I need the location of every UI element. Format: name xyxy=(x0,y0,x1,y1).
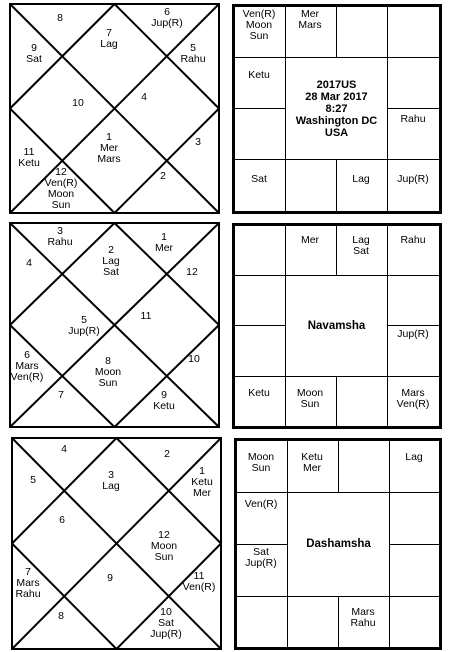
house-number: 2 xyxy=(108,244,114,256)
house-planets: Lag xyxy=(100,38,118,50)
house-number: 7 xyxy=(25,566,31,578)
chart-cell xyxy=(336,376,388,427)
chart-cell xyxy=(287,596,339,648)
house-number: 3 xyxy=(57,225,63,237)
house-planets: Mer xyxy=(154,242,174,254)
cell-planets: Mer xyxy=(300,234,320,246)
cell-planets: Lag xyxy=(405,451,423,463)
house-number: 12 xyxy=(186,266,198,278)
house-number: 2 xyxy=(164,448,170,460)
house-planets: Ketu xyxy=(153,400,175,412)
cell-planets: Lag Sat xyxy=(352,234,370,257)
house-number: 1 xyxy=(161,231,167,243)
chart-cell xyxy=(387,159,440,212)
chart-title: Dashamsha xyxy=(306,538,371,551)
chart-cell xyxy=(338,440,390,493)
chart-cell xyxy=(387,57,440,109)
house-number: 4 xyxy=(61,443,67,455)
house-planets: Mars Ven(R) xyxy=(10,360,44,383)
cell-planets: Moon Sun xyxy=(296,387,324,410)
chart-cell xyxy=(389,544,440,597)
house-number: 10 xyxy=(188,353,200,365)
house-number: 6 xyxy=(59,514,65,526)
chart-cell xyxy=(389,596,440,648)
cell-planets: Lag xyxy=(352,173,370,185)
house-planets: Ven(R) xyxy=(182,581,216,593)
house-number: 5 xyxy=(30,474,36,486)
chart-title: Navamsha xyxy=(307,319,366,332)
house-number: 8 xyxy=(57,12,63,24)
chart-cell xyxy=(285,159,337,212)
cell-planets: Rahu xyxy=(400,113,426,125)
chart-cell xyxy=(389,440,440,493)
house-number: 6 xyxy=(164,6,170,18)
chart-cell xyxy=(389,492,440,545)
house-planets: Ketu Mer xyxy=(191,476,213,499)
cell-planets: Mer Mars xyxy=(298,8,322,31)
house-planets: Ketu xyxy=(18,157,40,169)
house-number: 8 xyxy=(105,355,111,367)
south-chart-3 xyxy=(234,438,442,650)
house-planets: Lag Sat xyxy=(102,255,120,278)
house-planets: Lag xyxy=(102,480,120,492)
cell-planets: Jup(R) xyxy=(397,328,429,340)
house-number: 9 xyxy=(31,42,37,54)
house-planets: Ven(R) Moon Sun xyxy=(44,177,78,211)
south-chart-1 xyxy=(232,4,442,214)
chart-cell xyxy=(234,159,286,212)
house-number: 1 xyxy=(106,131,112,143)
house-number: 12 xyxy=(55,166,67,178)
cell-planets: Ven(R) Moon Sun xyxy=(242,8,276,42)
chart-cell xyxy=(336,6,388,58)
house-planets: Jup(R) xyxy=(151,17,183,29)
house-planets: Jup(R) xyxy=(68,325,100,337)
cell-planets: Ketu xyxy=(248,387,270,399)
cell-planets: Jup(R) xyxy=(397,173,429,185)
house-number: 9 xyxy=(107,572,113,584)
house-planets: Sat xyxy=(26,53,42,65)
house-number: 3 xyxy=(108,469,114,481)
cell-planets: Rahu xyxy=(400,234,426,246)
house-planets: Moon Sun xyxy=(94,366,122,389)
cell-planets: Sat xyxy=(251,173,267,185)
south-chart-2 xyxy=(232,223,442,429)
house-number: 7 xyxy=(58,389,64,401)
chart-cell xyxy=(236,596,288,648)
chart-cell xyxy=(387,225,440,276)
house-number: 10 xyxy=(160,606,172,618)
house-number: 5 xyxy=(81,314,87,326)
house-number: 10 xyxy=(72,97,84,109)
chart-cell xyxy=(285,225,337,276)
chart-cell xyxy=(387,275,440,326)
cell-planets: Ketu Mer xyxy=(301,451,323,474)
cell-planets: Mars Rahu xyxy=(350,606,376,629)
house-number: 11 xyxy=(193,570,205,582)
house-number: 7 xyxy=(106,27,112,39)
house-number: 6 xyxy=(24,349,30,361)
house-number: 1 xyxy=(199,465,205,477)
chart-cell xyxy=(234,225,286,276)
house-number: 3 xyxy=(195,136,201,148)
chart-cell xyxy=(234,275,286,326)
chart-cell xyxy=(234,57,286,109)
house-planets: Moon Sun xyxy=(150,540,178,563)
house-number: 12 xyxy=(158,529,170,541)
chart-cell xyxy=(336,159,388,212)
house-planets: Rahu xyxy=(180,53,206,65)
cell-planets: Ketu xyxy=(248,69,270,81)
house-planets: Rahu xyxy=(47,236,73,248)
house-number: 2 xyxy=(160,170,166,182)
house-number: 5 xyxy=(190,42,196,54)
house-planets: Sat Jup(R) xyxy=(150,617,182,640)
house-number: 9 xyxy=(161,389,167,401)
chart-cell xyxy=(234,108,286,160)
chart-cell xyxy=(234,325,286,377)
house-planets: Mer Mars xyxy=(97,142,121,165)
cell-planets: Sat Jup(R) xyxy=(245,546,277,569)
house-number: 11 xyxy=(23,146,35,158)
house-planets: Mars Rahu xyxy=(15,577,41,600)
chart-cell xyxy=(234,376,286,427)
cell-planets: Moon Sun xyxy=(247,451,275,474)
cell-planets: Mars Ven(R) xyxy=(396,387,430,410)
chart-cell xyxy=(387,6,440,58)
house-number: 4 xyxy=(141,91,147,103)
house-number: 11 xyxy=(140,310,152,322)
chart-details: 2017US 28 Mar 2017 8:27 Washington DC USA xyxy=(295,78,378,139)
cell-planets: Ven(R) xyxy=(244,498,278,510)
house-number: 8 xyxy=(58,610,64,622)
house-number: 4 xyxy=(26,257,32,269)
